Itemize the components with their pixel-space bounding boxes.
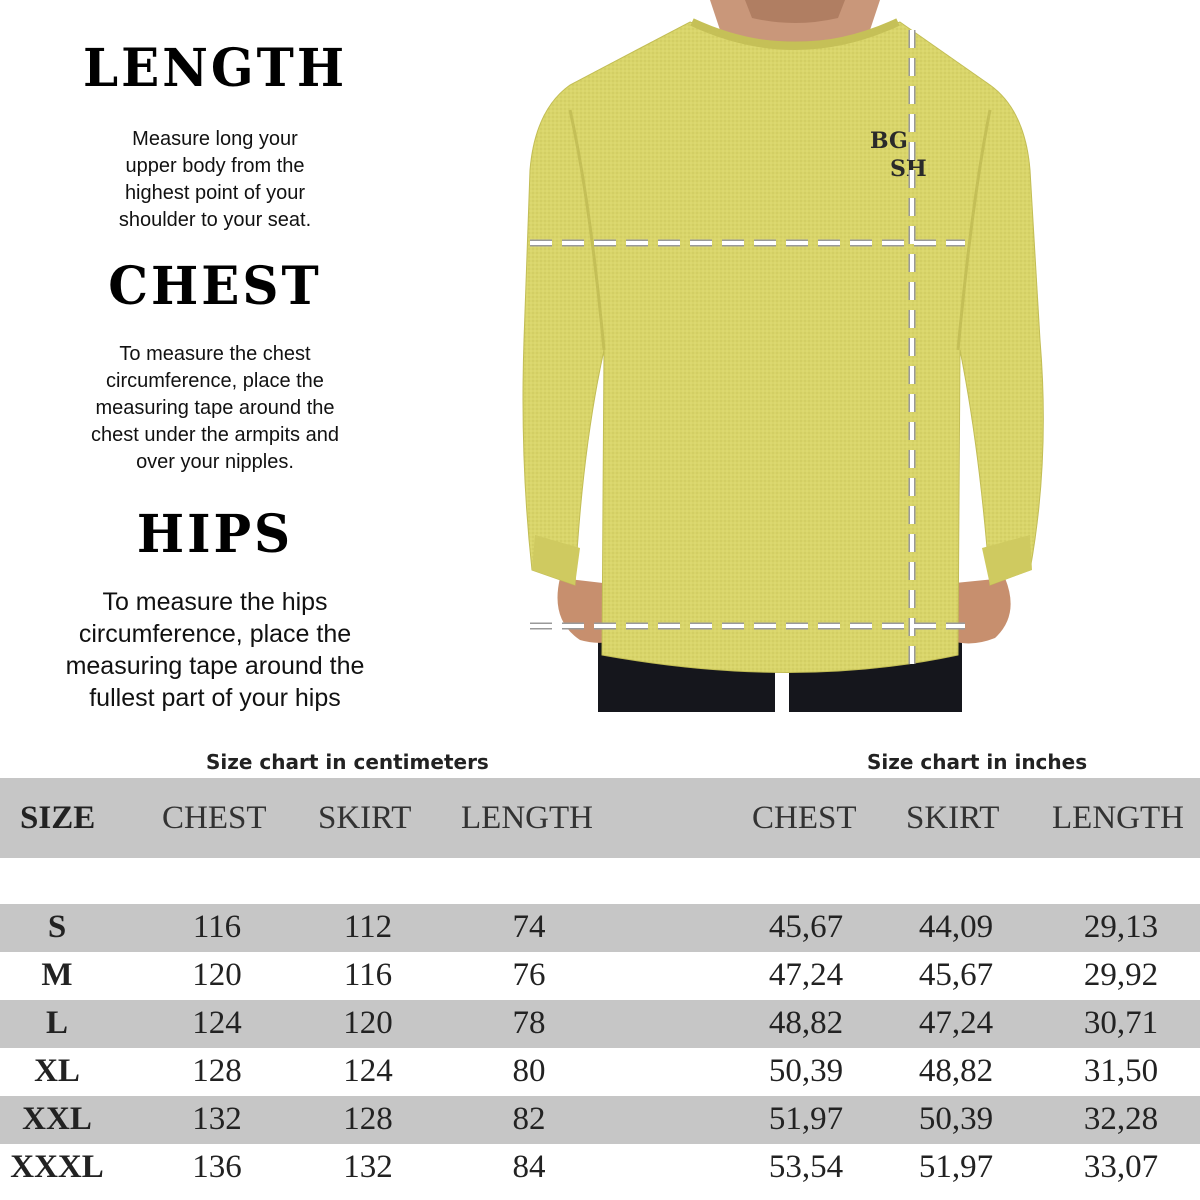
chest-line: over your nipples. [136, 451, 294, 473]
measurement-cell: 128 [343, 1101, 393, 1137]
shirt-illustration [520, 0, 1100, 712]
measurement-cell: 136 [192, 1149, 242, 1185]
measurement-cell: 48,82 [918, 1053, 994, 1089]
measurement-cell: 53,54 [768, 1149, 844, 1185]
size-label-cell: M [41, 957, 73, 993]
measurement-cell: 30,71 [1083, 1005, 1159, 1041]
length-title: LENGTH [82, 36, 348, 99]
chest-line: circumference, place the [106, 370, 324, 392]
length-description [0, 126, 430, 234]
measurement-cell: 29,92 [1083, 957, 1159, 993]
size-label-cell: XL [34, 1053, 80, 1089]
size-label-cell: XXL [22, 1101, 92, 1137]
measurement-cell: 44,09 [918, 909, 994, 945]
size-label-cell: L [45, 1005, 68, 1041]
measurement-cell: 31,50 [1083, 1053, 1159, 1089]
measurement-cell: 128 [192, 1053, 242, 1089]
head [745, 0, 845, 23]
measurement-cell: 78 [512, 1005, 546, 1041]
measurement-cell: 82 [512, 1101, 546, 1137]
header-chest-in: CHEST [752, 800, 857, 836]
hips-line: fullest part of your hips [89, 684, 341, 712]
measurement-cell: 32,28 [1083, 1101, 1159, 1137]
header-skirt-cm: SKIRT [318, 800, 412, 836]
chest-title: CHEST [108, 254, 322, 317]
measurement-cell: 112 [343, 909, 393, 945]
hips-line: circumference, place the [78, 620, 352, 648]
measurement-cell: 120 [192, 957, 242, 993]
header-chest-cm: CHEST [162, 800, 267, 836]
measurement-cell: 74 [512, 909, 546, 945]
measurement-cell: 132 [192, 1101, 242, 1137]
size-label-cell: XXXL [10, 1149, 104, 1185]
measurement-cell: 80 [512, 1053, 546, 1089]
length-line: shoulder to your seat. [118, 209, 312, 231]
measurement-cell: 132 [343, 1149, 393, 1185]
chest-line: chest under the armpits and [91, 424, 339, 446]
measurement-cell: 48,82 [768, 1005, 844, 1041]
measurement-cell: 47,24 [768, 957, 844, 993]
measurement-cell: 47,24 [918, 1005, 994, 1041]
header-length-in: LENGTH [1052, 800, 1184, 836]
inch-chart-caption: Size chart in inches [867, 750, 1088, 774]
measurement-cell: 124 [343, 1053, 393, 1089]
logo-text: SH [890, 156, 927, 182]
model-photo [520, 0, 1100, 712]
measurement-cell: 120 [343, 1005, 393, 1041]
logo-text: BG [870, 128, 908, 154]
length-line: upper body from the [125, 155, 305, 177]
length-line: highest point of your [124, 182, 306, 204]
measurement-cell: 50,39 [918, 1101, 994, 1137]
header-length-cm: LENGTH [461, 800, 593, 836]
chest-line: To measure the chest [119, 343, 311, 365]
size-label-cell: S [47, 909, 67, 945]
header-size: SIZE [20, 800, 96, 836]
hips-title: HIPS [136, 502, 294, 565]
measurement-cell: 84 [512, 1149, 546, 1185]
header-skirt-in: SKIRT [906, 800, 1000, 836]
measurement-cell: 45,67 [768, 909, 844, 945]
hips-line: measuring tape around the [65, 652, 365, 680]
length-line: Measure long your [132, 128, 298, 150]
measurement-cell: 50,39 [768, 1053, 844, 1089]
chest-description [0, 341, 430, 476]
measurement-cell: 51,97 [768, 1101, 844, 1137]
cm-chart-caption: Size chart in centimeters [206, 750, 489, 774]
hips-description [0, 586, 430, 714]
measurement-cell: 45,67 [918, 957, 994, 993]
measurement-cell: 116 [192, 909, 242, 945]
measurement-cell: 124 [192, 1005, 242, 1041]
chest-line: measuring tape around the [95, 397, 335, 419]
measurement-cell: 51,97 [918, 1149, 994, 1185]
measurement-cell: 29,13 [1083, 909, 1159, 945]
measurement-cell: 33,07 [1083, 1149, 1159, 1185]
hips-line: To measure the hips [102, 588, 328, 616]
measurement-cell: 76 [512, 957, 546, 993]
shirt [523, 22, 1043, 673]
measurement-cell: 116 [343, 957, 393, 993]
